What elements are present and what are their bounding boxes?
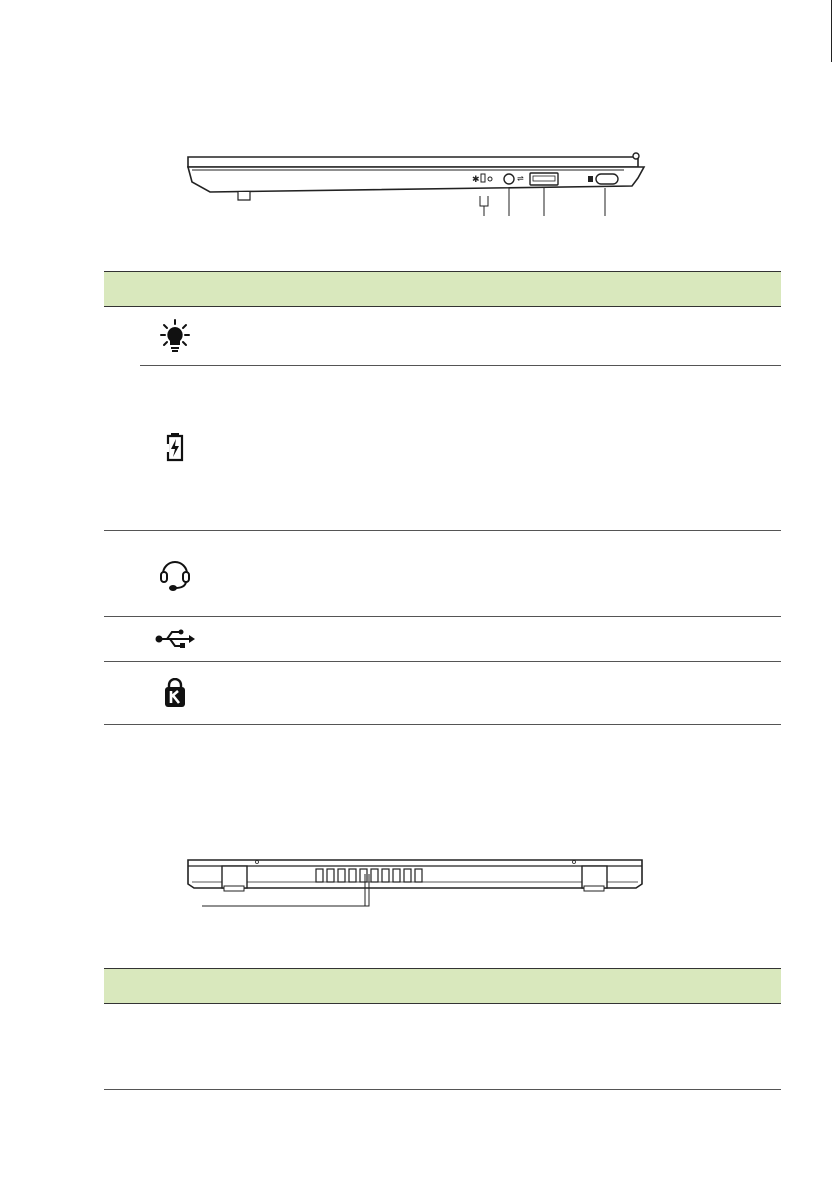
table-row	[104, 307, 781, 365]
row-number	[104, 662, 140, 724]
rear-view-figure	[180, 852, 650, 912]
light-bulb-icon	[140, 307, 210, 365]
usb-icon	[140, 617, 210, 661]
rear-view-table	[104, 968, 781, 1090]
headset-icon	[140, 531, 210, 616]
table-row	[104, 617, 781, 662]
page-edge-line	[831, 0, 832, 62]
side-view-table	[104, 271, 781, 725]
battery-charging-icon	[140, 365, 210, 530]
side-view-figure	[180, 148, 650, 220]
laptop-rear-illustration	[180, 852, 650, 912]
row-number	[104, 1004, 140, 1089]
row-number	[104, 307, 140, 365]
row-number	[104, 365, 140, 530]
usb-port	[530, 173, 558, 185]
table-header	[104, 271, 781, 307]
laptop-side-illustration	[180, 148, 650, 220]
table-row	[104, 365, 781, 531]
audio-jack	[504, 174, 514, 184]
table-row	[104, 1004, 781, 1090]
led-icon: ✱	[472, 175, 480, 185]
table-row	[104, 662, 781, 725]
row-number	[104, 531, 140, 616]
row-number	[104, 617, 140, 661]
kensington-lock-icon	[140, 662, 210, 724]
lock-slot	[596, 174, 618, 184]
table-header	[104, 968, 781, 1004]
table-row	[104, 531, 781, 617]
svg-text:⇌: ⇌	[517, 174, 524, 183]
